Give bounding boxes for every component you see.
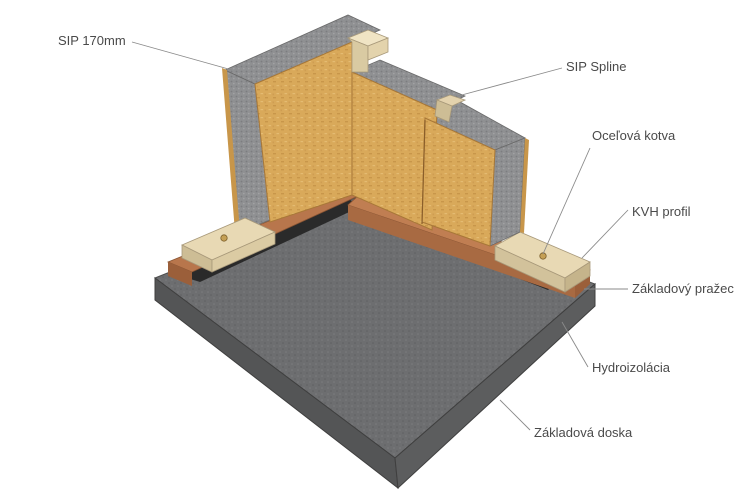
label-sip-panel: SIP 170mm (58, 33, 126, 48)
label-kvh-profile: KVH profil (632, 204, 691, 219)
label-sill-plate: Základový pražec (632, 281, 734, 296)
label-waterproofing: Hydroizolácia (592, 360, 671, 375)
leader-sip-panel (132, 42, 232, 70)
leader-sip-spline (458, 68, 562, 96)
leader-foundation-slab (500, 400, 530, 430)
leader-waterproofing (562, 322, 588, 367)
label-sip-spline: SIP Spline (566, 59, 627, 74)
label-steel-anchor: Oceľová kotva (592, 128, 676, 143)
label-foundation-slab: Základová doska (534, 425, 633, 440)
leader-steel-anchor (543, 148, 590, 254)
steel-anchor-bolt-left (221, 235, 227, 241)
leader-kvh-profile (582, 210, 628, 258)
